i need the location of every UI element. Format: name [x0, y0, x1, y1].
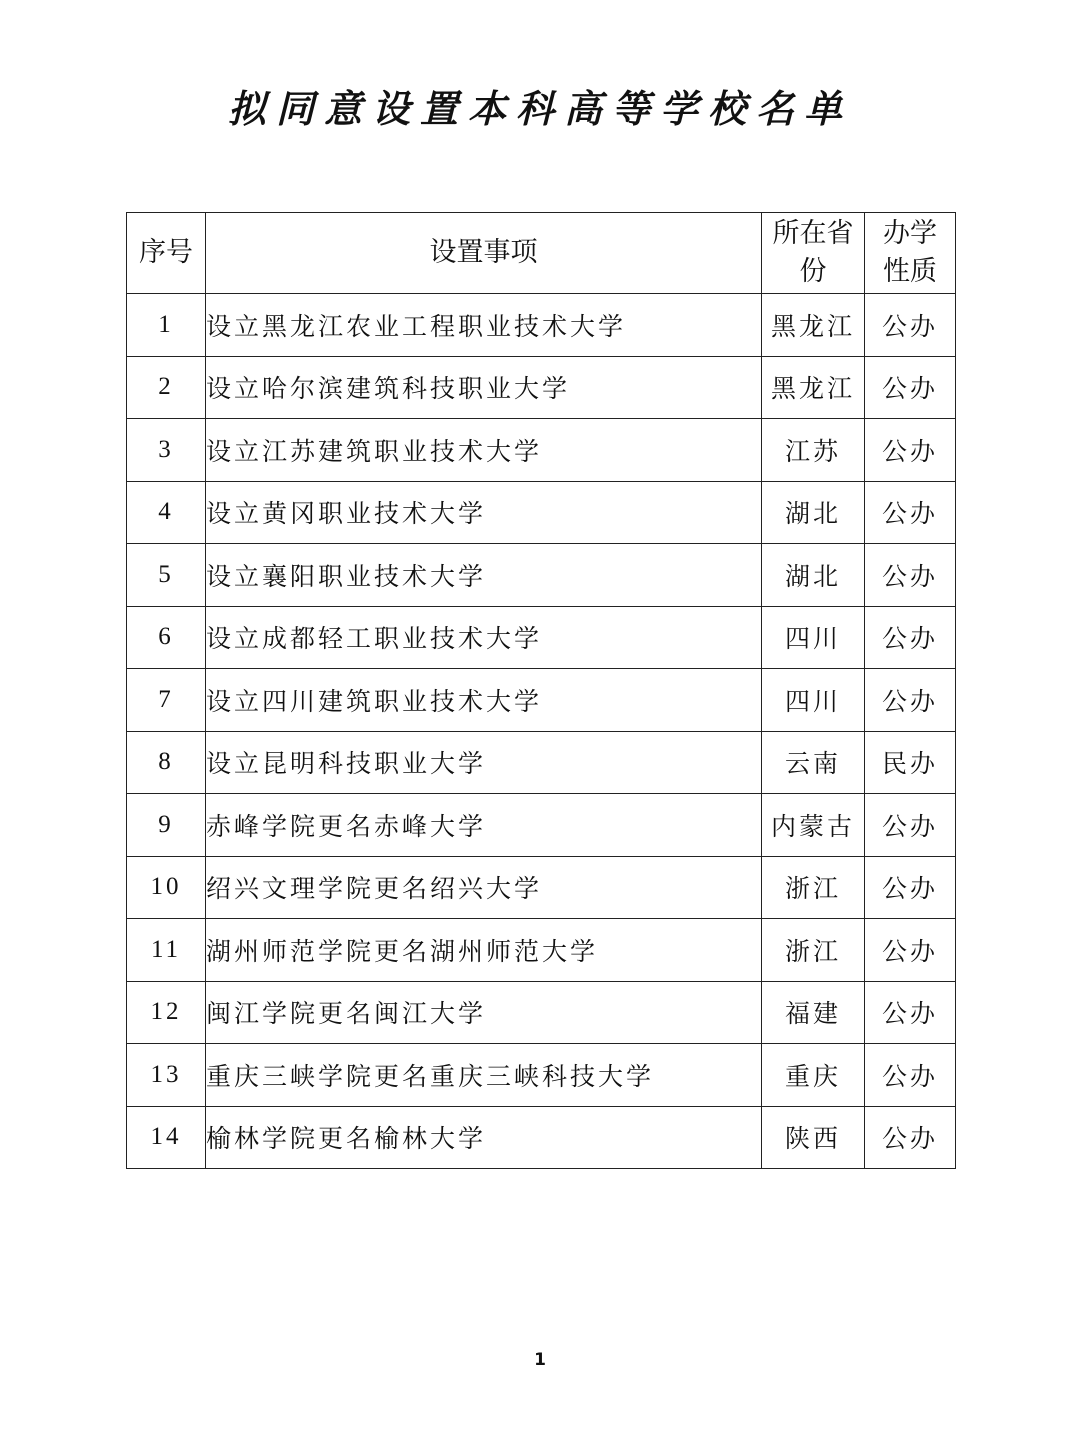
table-row	[127, 481, 956, 544]
table-row	[127, 1044, 956, 1107]
table-row	[127, 544, 956, 607]
row-province: 福建	[762, 981, 865, 1044]
row-province: 陕西	[762, 1106, 865, 1169]
row-province: 黑龙江	[762, 356, 865, 419]
table-row	[127, 669, 956, 732]
row-number: 14	[127, 1106, 206, 1169]
page-title: 拟同意设置本科高等学校名单	[227, 86, 852, 131]
row-type: 公办	[865, 544, 956, 607]
row-type: 公办	[865, 294, 956, 357]
row-type: 公办	[865, 919, 956, 982]
header-province-text: 所在省份	[772, 218, 854, 287]
row-item: 重庆三峡学院更名重庆三峡科技大学	[206, 1044, 762, 1107]
row-number: 8	[127, 731, 206, 794]
row-type: 公办	[865, 356, 956, 419]
row-type: 公办	[865, 481, 956, 544]
table-row	[127, 731, 956, 794]
table-row	[127, 919, 956, 982]
table-header-row	[127, 213, 956, 294]
table-row	[127, 356, 956, 419]
row-item: 设立江苏建筑职业技术大学	[206, 419, 762, 482]
table-row	[127, 1106, 956, 1169]
header-province	[762, 213, 865, 294]
row-item: 设立黄冈职业技术大学	[206, 481, 762, 544]
row-number: 12	[127, 981, 206, 1044]
row-type: 公办	[865, 856, 956, 919]
row-province: 湖北	[762, 544, 865, 607]
row-type: 公办	[865, 1044, 956, 1107]
row-province: 四川	[762, 669, 865, 732]
table-row	[127, 606, 956, 669]
row-type: 民办	[865, 731, 956, 794]
row-province: 湖北	[762, 481, 865, 544]
table-row	[127, 419, 956, 482]
row-type: 公办	[865, 606, 956, 669]
row-number: 9	[127, 794, 206, 857]
row-item: 设立昆明科技职业大学	[206, 731, 762, 794]
row-province: 四川	[762, 606, 865, 669]
table-row	[127, 794, 956, 857]
row-number: 5	[127, 544, 206, 607]
page-number: 1	[534, 1350, 546, 1370]
table-body	[127, 294, 956, 1169]
header-no: 序号	[127, 213, 206, 294]
row-item: 设立成都轻工职业技术大学	[206, 606, 762, 669]
row-item: 湖州师范学院更名湖州师范大学	[206, 919, 762, 982]
row-province: 黑龙江	[762, 294, 865, 357]
row-item: 设立哈尔滨建筑科技职业大学	[206, 356, 762, 419]
row-province: 浙江	[762, 919, 865, 982]
row-province: 重庆	[762, 1044, 865, 1107]
row-number: 10	[127, 856, 206, 919]
header-type-text: 办学性质	[883, 218, 937, 287]
row-number: 1	[127, 294, 206, 357]
row-number: 13	[127, 1044, 206, 1107]
header-type	[865, 213, 956, 294]
row-number: 2	[127, 356, 206, 419]
row-type: 公办	[865, 794, 956, 857]
row-province: 内蒙古	[762, 794, 865, 857]
row-type: 公办	[865, 669, 956, 732]
school-list-table	[126, 212, 956, 1169]
table-row	[127, 981, 956, 1044]
row-province: 江苏	[762, 419, 865, 482]
row-type: 公办	[865, 1106, 956, 1169]
row-number: 6	[127, 606, 206, 669]
header-item: 设置事项	[206, 213, 762, 294]
row-item: 设立四川建筑职业技术大学	[206, 669, 762, 732]
row-number: 11	[127, 919, 206, 982]
row-province: 云南	[762, 731, 865, 794]
table-row	[127, 856, 956, 919]
row-number: 4	[127, 481, 206, 544]
row-item: 绍兴文理学院更名绍兴大学	[206, 856, 762, 919]
row-item: 设立襄阳职业技术大学	[206, 544, 762, 607]
row-item: 闽江学院更名闽江大学	[206, 981, 762, 1044]
row-item: 设立黑龙江农业工程职业技术大学	[206, 294, 762, 357]
table-row	[127, 294, 956, 357]
row-number: 7	[127, 669, 206, 732]
row-number: 3	[127, 419, 206, 482]
row-item: 榆林学院更名榆林大学	[206, 1106, 762, 1169]
row-type: 公办	[865, 981, 956, 1044]
row-item: 赤峰学院更名赤峰大学	[206, 794, 762, 857]
row-province: 浙江	[762, 856, 865, 919]
row-type: 公办	[865, 419, 956, 482]
